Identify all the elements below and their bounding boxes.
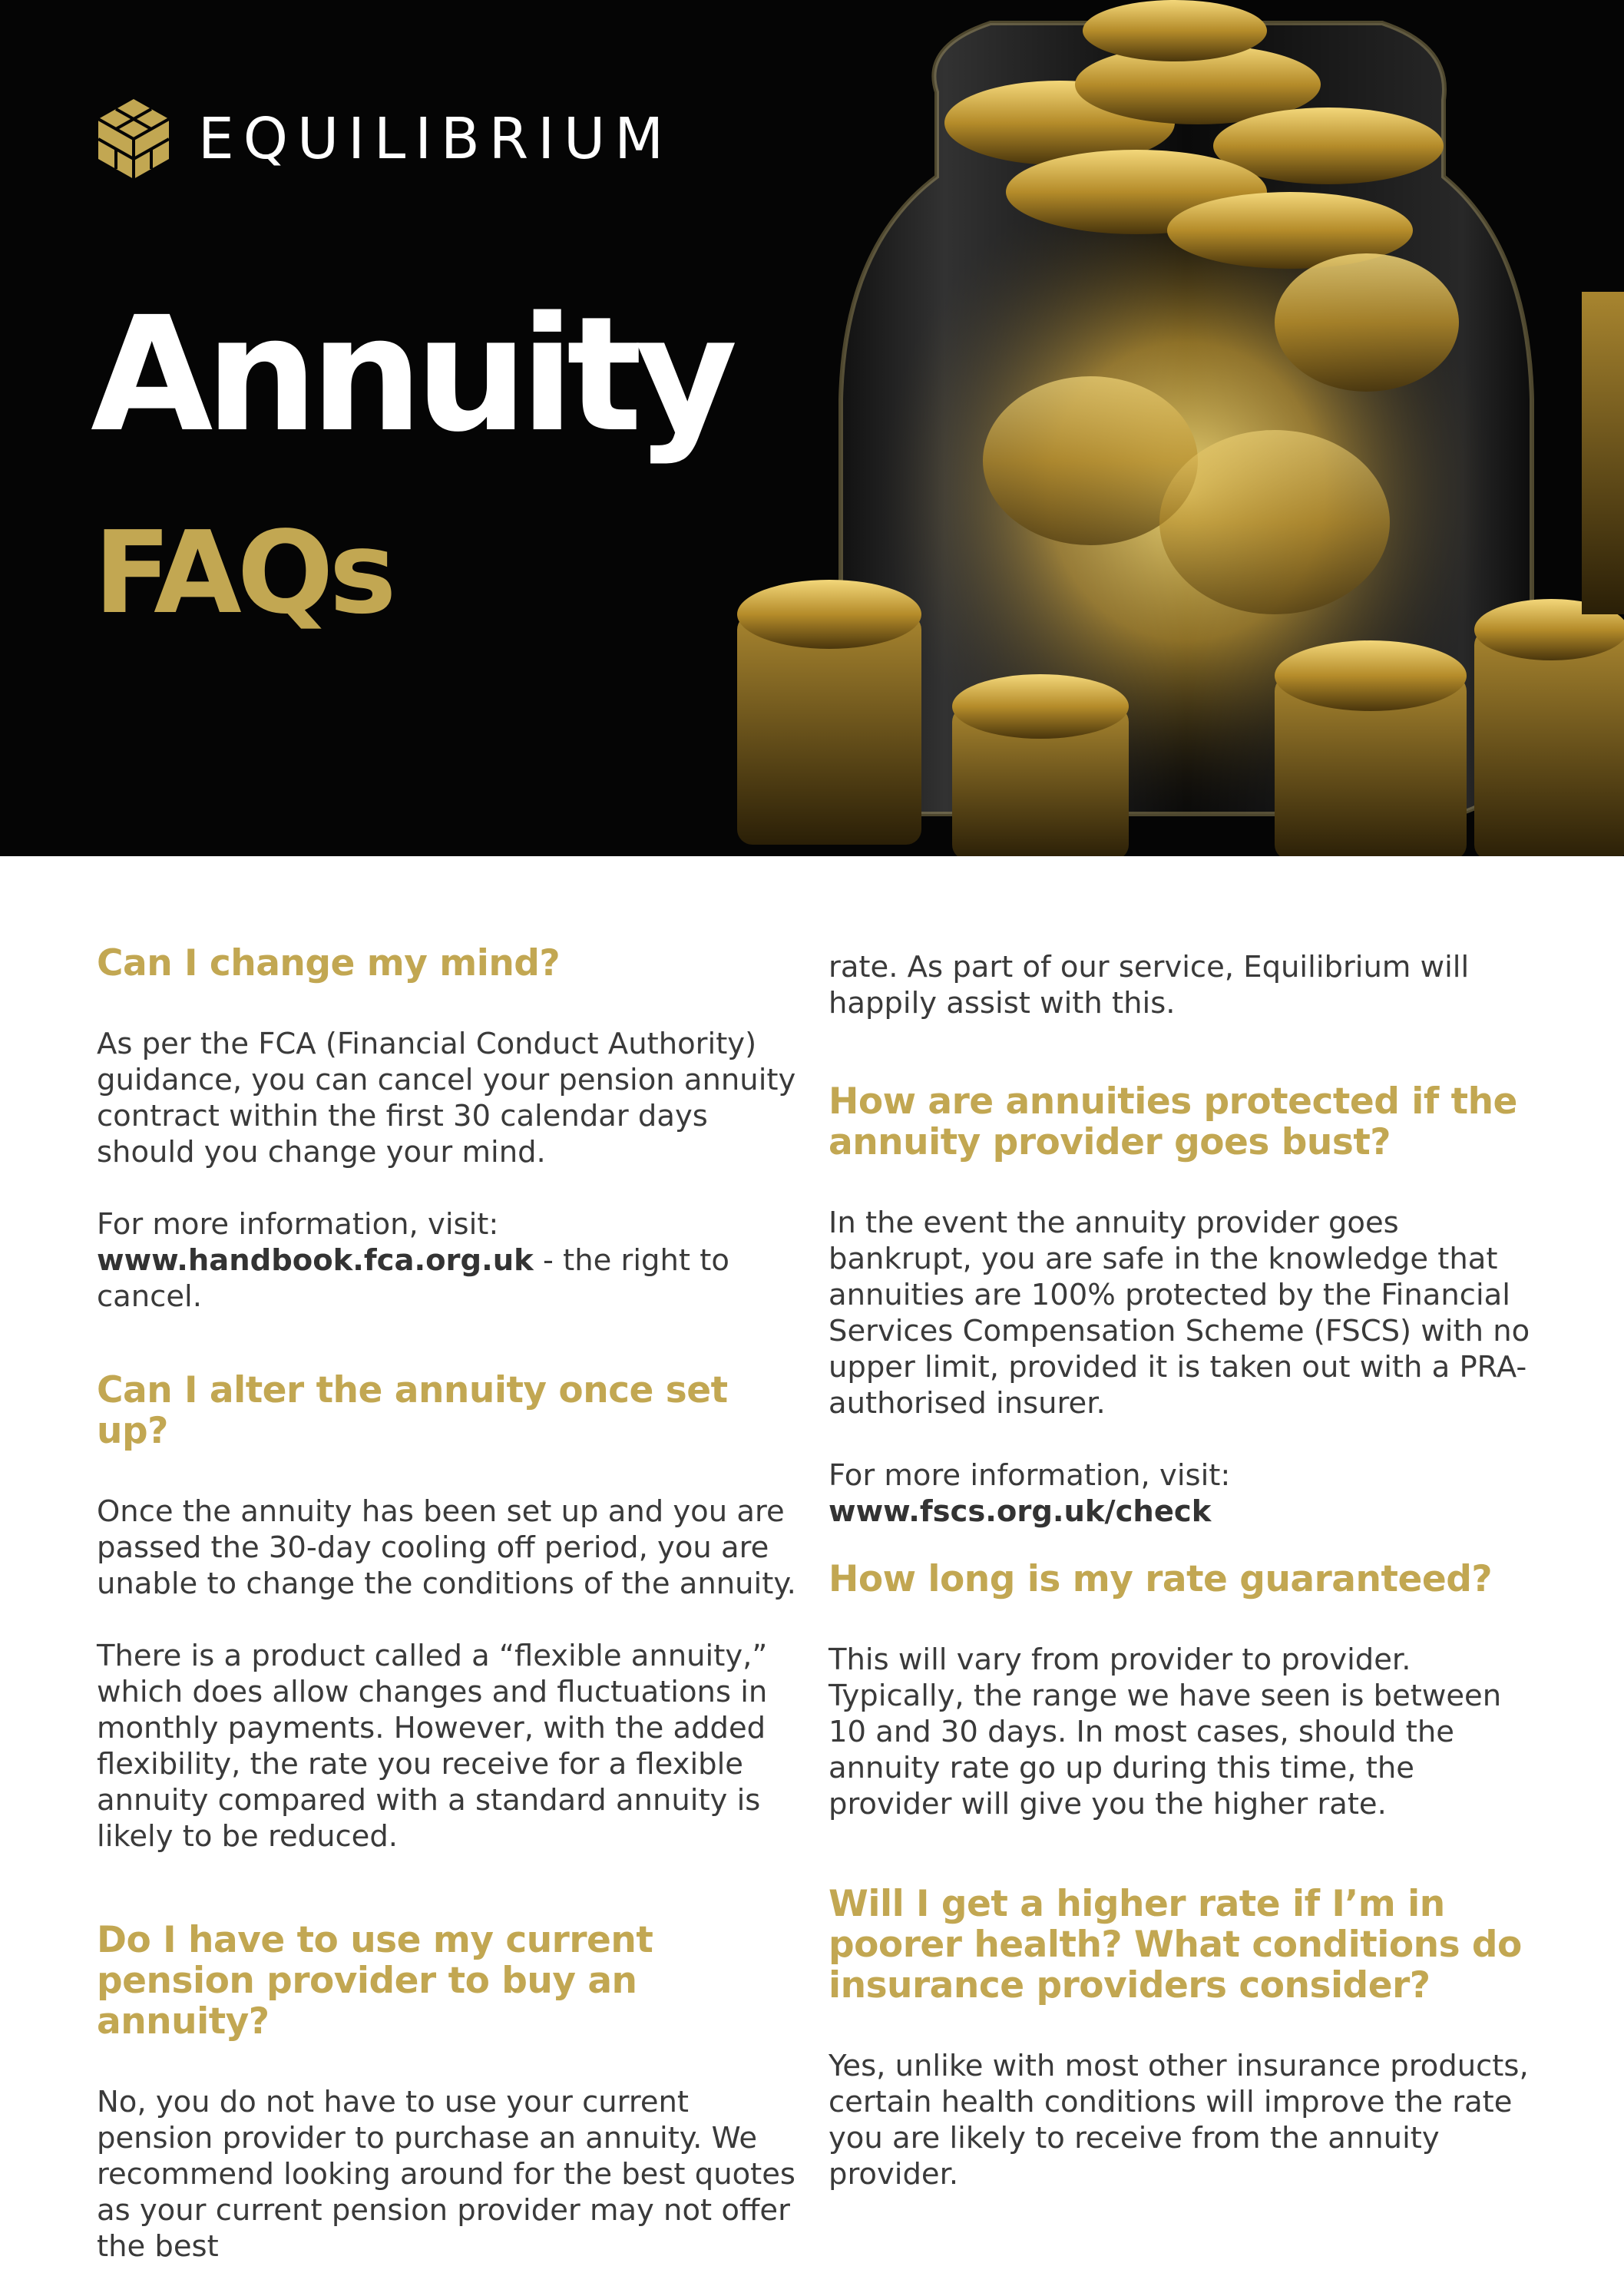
faq-answer: In the event the annuity provider goes bankrupt, you are safe in the knowledge that annuities are 100% protected by the Financial Services Compensation Scheme (FSCS) with no upper limit, provided it is taken out with a PRA-authorised insurer. [829,1206,1530,1421]
faq-question: Will I get a higher rate if I’m in poorer health? What conditions do insurance providers consider? [829,1883,1522,2007]
faq-question: How long is my rate guaranteed? [829,1558,1493,1600]
faq-question: Do I have to use my current pension provider to buy an annuity? [97,1919,653,2043]
brand-logo [95,98,673,180]
faq-answer: There is a product called a “flexible annuity,” which does allow changes and fluctuations in monthly payments. However, with the added flexibility, the rate you receive for a flexible annuity compared with a standard annuity is likely to be reduced. [97,1639,768,1854]
faq-answer: No, you do not have to use your current pension provider to purchase an annuity. We recommend looking around for the best quotes as your current pension provider may not offer the best [97,2085,795,2264]
more-info-intro: For more information, visit: [829,1458,1231,1493]
faq-answer: This will vary from provider to provider. Typically, the range we have seen is between 10 and 30 days. In most cases, should the annuity rate go up during this time, the provider will give you the higher rate. [829,1643,1502,1821]
faq-column-left [97,943,803,2265]
hero-banner [0,0,1624,856]
hexagon-cube-logo-icon [95,98,172,180]
faq-answer: Once the annuity has been set up and you are passed the 30-day cooling off period, you are unable to change the conditions of the annuity. [97,1494,796,1601]
brand-name: EQUILIBRIUM [198,106,673,172]
faq-question: Can I change my mind? [97,942,561,984]
more-info-intro: For more information, visit: [97,1207,499,1242]
faq-answer-continued: rate. As part of our service, Equilibrium will happily assist with this. [829,950,1470,1021]
faq-answer: Yes, unlike with most other insurance products, certain health conditions will improve the rate you are likely to receive from the annuity provider. [829,2049,1529,2192]
more-info-text [829,1457,1543,1530]
faq-question: Can I alter the annuity once set up? [97,1369,728,1452]
page-title: Annuity [91,283,730,467]
link-suffix: - the right to cancel. [97,1243,729,1314]
page-subtitle: FAQs [94,507,392,639]
faq-answer: As per the FCA (Financial Conduct Authority) guidance, you can cancel your pension annuity contract within the first 30 calendar days should you change your mind. [97,1027,796,1170]
faq-column-right [829,949,1543,2192]
fscs-check-link[interactable]: www.fscs.org.uk/check [829,1494,1212,1529]
fca-handbook-link[interactable]: www.handbook.fca.org.uk [97,1243,534,1278]
more-info-text [97,1206,803,1315]
faq-question: How are annuities protected if the annuity provider goes bust? [829,1080,1517,1163]
